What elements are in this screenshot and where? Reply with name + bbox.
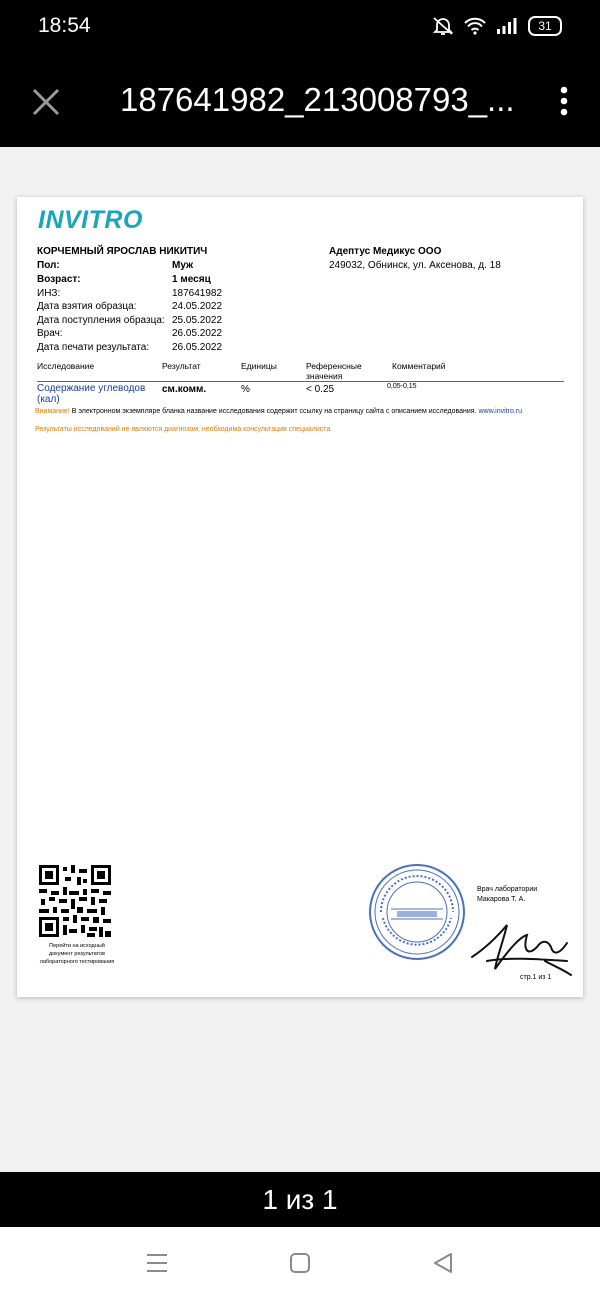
table-header-divider: [37, 381, 564, 382]
qr-caption-line2: документ результатов: [49, 951, 105, 957]
info-value: 187641982: [172, 288, 223, 299]
navigation-bar: [0, 1227, 600, 1299]
info-label: Врач:: [37, 328, 63, 339]
doctor-name: Макарова Т. А.: [477, 896, 526, 903]
info-label: Дата печати результата:: [37, 342, 150, 353]
column-header-reference: [306, 361, 362, 381]
site-link[interactable]: www.invitro.ru: [478, 408, 523, 415]
test-name-link[interactable]: Содержание углеводов (кал): [37, 383, 146, 405]
document-page: [17, 197, 583, 997]
test-result: см.комм.: [162, 384, 207, 395]
page-number: стр.1 из 1: [520, 974, 552, 981]
status-time: 18:54: [38, 14, 91, 37]
test-units: %: [241, 384, 250, 395]
close-icon[interactable]: [28, 84, 64, 120]
app-bar: [0, 50, 600, 147]
status-icons: [432, 14, 562, 38]
page-indicator-bar: [0, 1172, 600, 1227]
laboratory-stamp: [367, 862, 467, 962]
warning-word: Внимание!: [35, 408, 70, 415]
disclaimer-note: Результаты исследований не являются диагнозом, необходима консультация специалиста.: [35, 426, 333, 433]
column-header-comment: Комментарий: [392, 361, 446, 371]
info-value: 26.05.2022: [172, 342, 223, 353]
column-header-test: Исследование: [37, 361, 95, 371]
info-value: 1 месяц: [172, 274, 211, 285]
back-icon[interactable]: [430, 1250, 456, 1276]
more-vert-icon[interactable]: [554, 84, 574, 118]
info-value: 25.05.2022: [172, 315, 223, 326]
doctor-title: Врач лаборатории: [477, 886, 538, 893]
invitro-logo: INVITRO: [38, 206, 143, 234]
info-value: 24.05.2022: [172, 301, 223, 312]
patient-name: КОРЧЕМНЫЙ ЯРОСЛАВ НИКИТИЧ: [37, 246, 208, 257]
qr-caption-line3: лабораторного тестирования: [39, 959, 115, 965]
recents-icon[interactable]: [144, 1250, 170, 1276]
mute-bell-icon: [432, 16, 454, 36]
info-value: Муж: [172, 260, 194, 271]
page-indicator: 1 из 1: [262, 1184, 338, 1215]
signal-icon: [496, 17, 518, 35]
column-header-result: Результат: [162, 361, 201, 371]
test-comment: 0,05-0,15: [387, 383, 417, 390]
info-label: Дата взятия образца:: [37, 301, 137, 312]
clinic-address: 249032, Обнинск, ул. Аксенова, д. 18: [329, 260, 501, 271]
column-header-units: Единицы: [241, 361, 277, 371]
doctor-signature-block: [477, 885, 537, 905]
status-bar: [0, 0, 600, 50]
warning-text: В электронном экземпляре бланка название исследования содержит ссылку на страницу сайта с описанием исследования.: [69, 408, 479, 415]
doctor-signature: [467, 917, 577, 977]
info-label: ИНЗ:: [37, 288, 61, 299]
document-title: 187641982_213008793_...: [120, 81, 515, 118]
electronic-copy-note: [35, 408, 522, 415]
battery-icon: 31: [528, 16, 562, 36]
info-label: Возраст:: [37, 274, 81, 285]
info-value: 26.05.2022: [172, 328, 223, 339]
column-header-reference-line2: значения: [306, 371, 343, 381]
qr-caption: [37, 942, 117, 966]
info-label: Пол:: [37, 260, 60, 271]
qr-code[interactable]: [39, 865, 111, 937]
document-viewer[interactable]: [0, 147, 600, 1172]
column-header-reference-line1: Референсные: [306, 361, 362, 371]
home-icon[interactable]: [287, 1250, 313, 1276]
info-label: Дата поступления образца:: [37, 315, 165, 326]
test-reference: < 0.25: [306, 384, 335, 395]
clinic-name: Адептус Медикус ООО: [329, 246, 442, 257]
qr-caption-line1: Перейти на исходный: [49, 943, 105, 949]
wifi-icon: [464, 17, 486, 35]
